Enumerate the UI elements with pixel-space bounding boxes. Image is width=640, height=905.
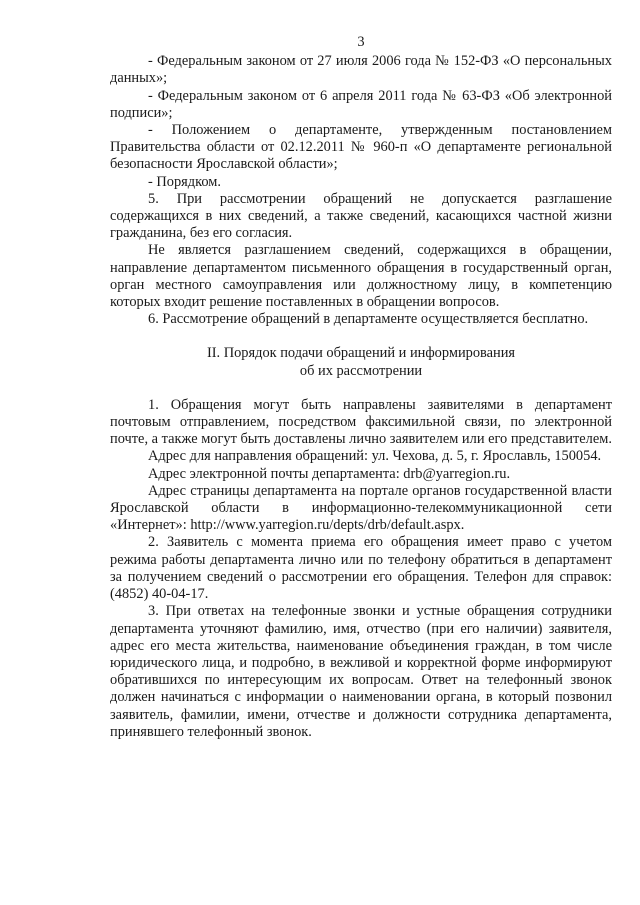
paragraph-postal-address: Адрес для направления обращений: ул. Чехова, д. 5, г. Ярославль, 150054.: [148, 448, 602, 465]
paragraph-law-152: - Федеральным законом от 27 июля 2006 года № 152-ФЗ «О персональных данных»;: [110, 53, 612, 87]
paragraph-department-regulation: - Положением о департаменте, утвержденным постановлением Правительства области от 02.12.2011 № 960-п «О департаменте региональной безопасности Ярославской области»;: [110, 122, 612, 173]
page-number: 3: [357, 34, 365, 50]
paragraph-item-2: 2. Заявитель с момента приема его обращения имеет право с учетом режима работы департамента лично или по телефону обратиться в департамент за получением сведений о рассмотрении его обращения. Телефон для справок: (4852) 40-04-17.: [110, 534, 612, 603]
section-title-line-2: об их рассмотрении: [299, 362, 423, 379]
section-title: [110, 345, 612, 379]
paragraph-not-disclosure: Не является разглашением сведений, содержащихся в обращении, направление департаментом письменного обращения в государственный орган, орган местного самоуправления или должностному лицу, в компетенцию которых входит решение поставленных в обращении вопросов.: [110, 242, 612, 311]
paragraph-procedure: - Порядком.: [148, 173, 221, 190]
paragraph-item-6: 6. Рассмотрение обращений в департаменте осуществляется бесплатно.: [148, 311, 589, 328]
paragraph-item-5: 5. При рассмотрении обращений не допускается разглашение содержащихся в них сведений, а также сведений, касающихся частной жизни гражданина, без его согласия.: [110, 190, 612, 242]
paragraph-law-63: - Федеральным законом от 6 апреля 2011 года № 63-ФЗ «Об электронной подписи»;: [110, 87, 612, 121]
section-title-line-1: II. Порядок подачи обращений и информирования: [206, 345, 516, 362]
paragraph-email-address: Адрес электронной почты департамента: drb@yarregion.ru.: [148, 465, 511, 482]
paragraph-web-address: Адрес страницы департамента на портале органов государственной власти Ярославской области в информационно-телекоммуникационной сети «Интернет»: http://www.yarregion.ru/depts/drb/default.aspx.: [110, 482, 612, 534]
paragraph-item-1: 1. Обращения могут быть направлены заявителями в департамент почтовым отправлением, посредством факсимильной связи, по электронной почте, а также могут быть доставлены лично заявителем или его представителем.: [110, 396, 612, 448]
paragraph-item-3: 3. При ответах на телефонные звонки и устные обращения сотрудники департамента уточняют фамилию, имя, отчество (при его наличии) заявителя, адрес его места жительства, наименование объединения граждан, в том числе юридического лица, и подробно, в вежливой и корректной форме информируют обратившихся по интересующим их вопросам. Ответ на телефонный звонок должен начинаться с информации о наименовании органа, в который позвонил заявитель, фамилии, имени, отчестве и должности сотрудника департамента, принявшего телефонный звонок.: [110, 603, 612, 740]
